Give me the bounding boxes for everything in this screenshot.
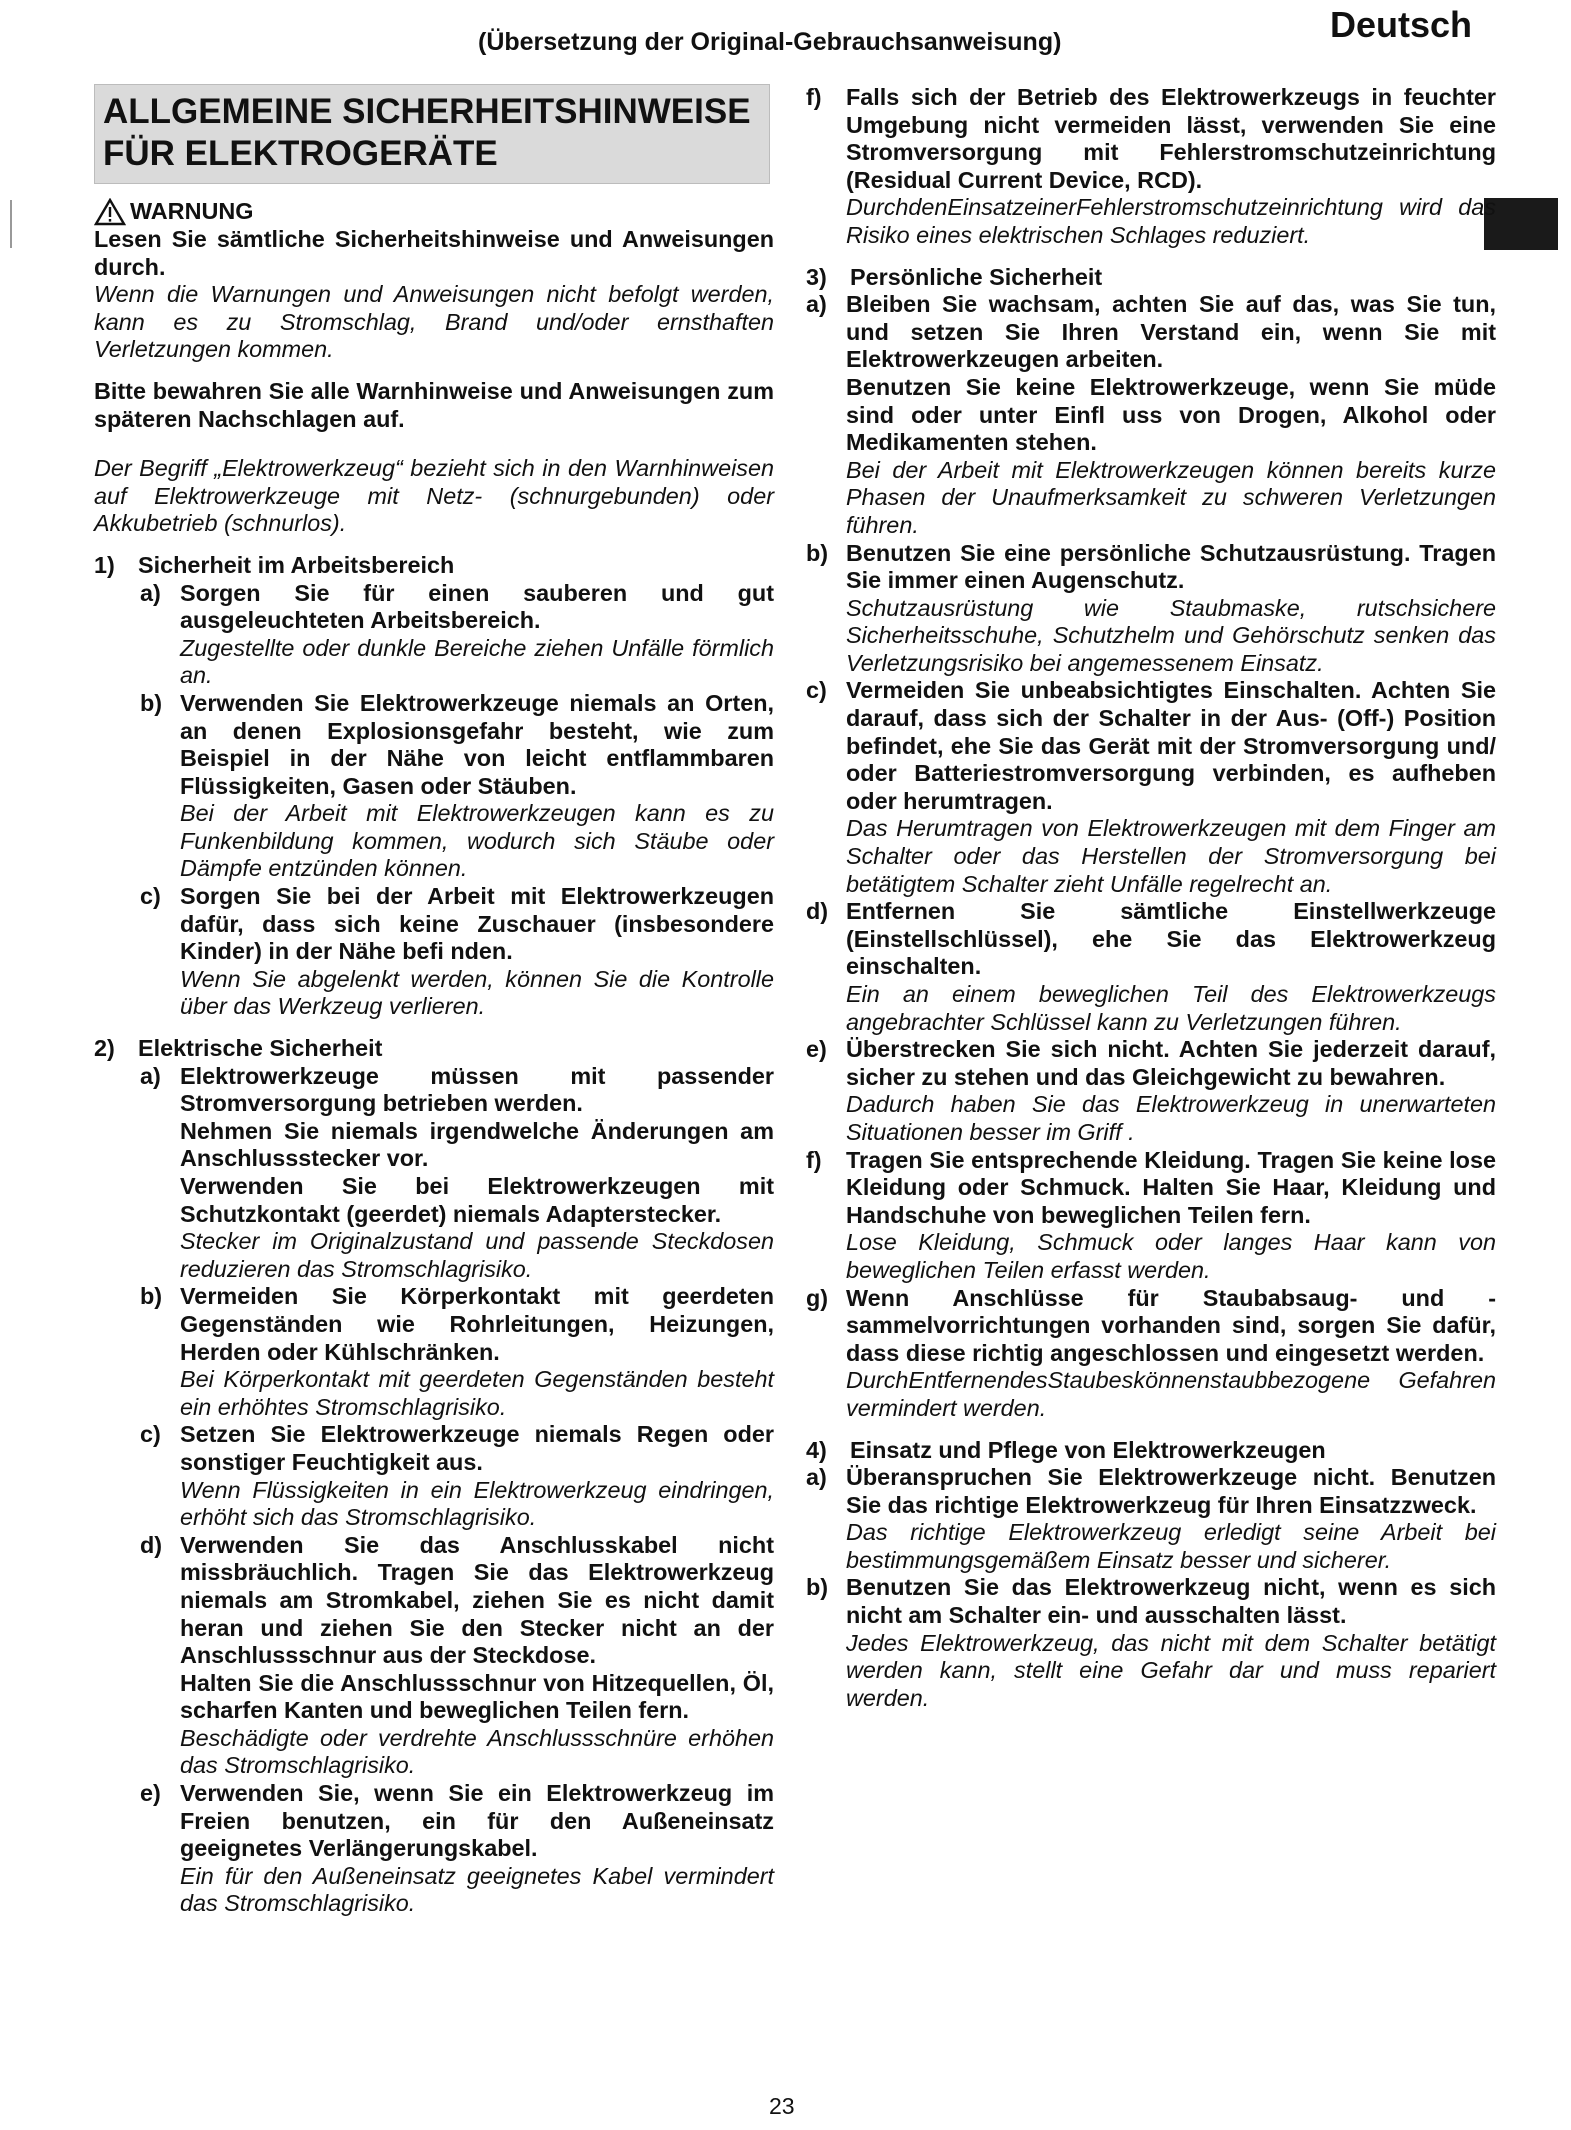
item-italic-text: Ein an einem beweglichen Teil des Elektrowerkzeugs angebrachter Schlüssel kann zu Verletzungen führen. — [846, 981, 1496, 1035]
list-item — [806, 1285, 1496, 1423]
list-item — [806, 540, 1496, 678]
item-italic-text: Jedes Elektrowerkzeug, das nicht mit dem Schalter betätigt werden kann, stellt eine Gefahr dar und muss repariert werden. — [846, 1629, 1496, 1711]
item-bold-text: Verwenden Sie das Anschlusskabel nicht missbräuchlich. Tragen Sie das Elektrowerkzeug niemals am Stromkabel, ziehen Sie es nicht damit heran und ziehen Sie den Stecker nicht an der Anschlussschnur aus der Steckdose. — [180, 1531, 774, 1669]
item-bold-text: Wenn Anschlüsse für Staubabsaug- und -sammelvorrichtungen vorhanden sind, sorgen Sie dafür, dass diese richtig angeschlossen und eingesetzt werden. — [846, 1284, 1496, 1366]
item-italic-text: Schutzausrüstung wie Staubmaske, rutschsichere Sicherheitsschuhe, Schutzhelm und Gehörschutz senken das Verletzungsrisiko bei angemessenem Einsatz. — [846, 594, 1496, 676]
item-italic-text: Zugestellte oder dunkle Bereiche ziehen Unfälle förmlich an. — [180, 634, 774, 689]
list-item — [140, 883, 774, 1021]
list-item — [140, 1063, 774, 1284]
item-bold-text: Nehmen Sie niemals irgendwelche Änderungen am Anschlussstecker vor. — [180, 1117, 774, 1172]
item-marker: c) — [140, 883, 161, 910]
item-bold-text: Vermeiden Sie Körperkontakt mit geerdeten Gegenständen wie Rohrleitungen, Heizungen, Herden oder Kühlschränken. — [180, 1283, 774, 1365]
list-item — [806, 1036, 1496, 1146]
list-item — [140, 1421, 774, 1531]
item-italic-text: DurchEntfernendesStaubeskönnenstaubbezogene Gefahren vermindert werden. — [846, 1367, 1496, 1421]
section-title: Elektrische Sicherheit — [138, 1035, 383, 1062]
item-italic-text: Lose Kleidung, Schmuck oder langes Haar kann von beweglichen Teilen erfasst werden. — [846, 1229, 1496, 1283]
language-label: Deutsch — [1330, 4, 1473, 45]
list-item — [140, 1780, 774, 1918]
item-italic-text: Bei der Arbeit mit Elektrowerkzeugen können bereits kurze Phasen der Unaufmerksamkeit zu schweren Verletzungen führen. — [846, 456, 1496, 538]
section-3-heading — [806, 264, 1496, 292]
item-marker: a) — [140, 579, 161, 606]
section-number: 4) — [806, 1436, 827, 1463]
list-item — [806, 291, 1496, 539]
item-marker: e) — [806, 1036, 827, 1063]
section-title: Einsatz und Pflege von Elektrowerkzeugen — [850, 1436, 1326, 1463]
section-title: Sicherheit im Arbeitsbereich — [138, 551, 455, 578]
item-bold-text: Überanspruchen Sie Elektrowerkzeuge nicht. Benutzen Sie das richtige Elektrowerkzeug für Ihren Einsatzzweck. — [846, 1464, 1496, 1518]
section-2-heading — [94, 1035, 774, 1063]
item-marker: f) — [806, 84, 822, 110]
item-italic-text: DurchdenEinsatzeinerFehlerstromschutzeinrichtung wird das Risiko eines elektrischen Schlages reduziert. — [846, 194, 1496, 248]
left-column — [94, 84, 774, 1918]
warning-triangle-icon — [94, 198, 126, 226]
item-marker: a) — [806, 1464, 827, 1491]
item-bold-text: Benutzen Sie keine Elektrowerkzeuge, wenn Sie müde sind oder unter Einfl uss von Drogen, Alkohol oder Medikamenten stehen. — [846, 373, 1496, 456]
item-italic-text: Beschädigte oder verdrehte Anschlussschnüre erhöhen das Stromschlagrisiko. — [180, 1724, 774, 1779]
page-title: ALLGEMEINE SICHERHEITSHINWEISE FÜR ELEKTROGERÄTE — [94, 84, 770, 184]
section-number: 1) — [94, 551, 115, 578]
item-marker: a) — [140, 1062, 161, 1089]
section-number: 3) — [806, 263, 827, 290]
item-italic-text: Ein für den Außeneinsatz geeignetes Kabel vermindert das Stromschlagrisiko. — [180, 1862, 774, 1917]
item-marker: d) — [140, 1531, 163, 1558]
item-bold-text: Benutzen Sie das Elektrowerkzeug nicht, wenn es sich nicht am Schalter ein- und ausschalten lässt. — [846, 1574, 1496, 1629]
section-number: 2) — [94, 1035, 115, 1062]
item-marker: c) — [140, 1421, 161, 1448]
item-bold-text: Verwenden Sie Elektrowerkzeuge niemals an Orten, an denen Explosionsgefahr besteht, wie zum Beispiel in der Nähe von leicht entflammbaren Flüssigkeiten, Gasen oder Stäuben. — [180, 689, 774, 799]
list-item — [806, 84, 1496, 250]
item-bold-text: Verwenden Sie, wenn Sie ein Elektrowerkzeug im Freien benutzen, ein für den Außeneinsatz geeignetes Verlängerungskabel. — [180, 1780, 774, 1862]
warning-heading — [94, 198, 774, 226]
item-italic-text: Wenn Sie abgelenkt werden, können Sie die Kontrolle über das Werkzeug verlieren. — [180, 965, 774, 1020]
warning-bold-text: Lesen Sie sämtliche Sicherheitshinweise und Anweisungen durch. — [94, 226, 774, 280]
section-title: Persönliche Sicherheit — [850, 263, 1103, 290]
item-bold-text: Sorgen Sie für einen sauberen und gut ausgeleuchteten Arbeitsbereich. — [180, 579, 774, 634]
margin-line — [10, 200, 12, 248]
item-italic-text: Bei Körperkontakt mit geerdeten Gegenständen besteht ein erhöhtes Stromschlagrisiko. — [180, 1366, 774, 1420]
list-item — [140, 690, 774, 883]
list-item — [140, 1283, 774, 1421]
page-number: 23 — [769, 2093, 795, 2119]
list-item — [806, 1574, 1496, 1712]
item-marker: b) — [806, 539, 829, 566]
item-bold-text: Setzen Sie Elektrowerkzeuge niemals Regen oder sonstiger Feuchtigkeit aus. — [180, 1421, 774, 1475]
section-1-heading — [94, 552, 774, 580]
item-marker: g) — [806, 1284, 829, 1311]
item-bold-text: Falls sich der Betrieb des Elektrowerkzeugs in feuchter Umgebung nicht vermeiden lässt, verwenden Sie eine Stromversorgung mit Fehlerstromschutzeinrichtung (Residual Current Device, RCD). — [846, 84, 1496, 193]
item-italic-text: Dadurch haben Sie das Elektrowerkzeug in unerwarteten Situationen besser im Griff . — [846, 1091, 1496, 1145]
item-marker: c) — [806, 677, 827, 704]
list-item — [140, 1532, 774, 1780]
item-bold-text: Bleiben Sie wachsam, achten Sie auf das, was Sie tun, und setzen Sie Ihren Verstand ein, wenn Sie mit Elektrowerkzeugen arbeiten. — [846, 291, 1496, 373]
item-marker: d) — [806, 898, 829, 925]
warning-label: WARNUNG — [130, 198, 254, 225]
keep-instructions-note: Bitte bewahren Sie alle Warnhinweise und Anweisungen zum späteren Nachschlagen auf. — [94, 377, 774, 432]
list-item — [806, 898, 1496, 1036]
item-bold-text: Halten Sie die Anschlussschnur von Hitzequellen, Öl, scharfen Kanten und beweglichen Teilen fern. — [180, 1669, 774, 1724]
right-column — [806, 84, 1496, 1712]
term-definition-note: Der Begriff „Elektrowerkzeug“ bezieht sich in den Warnhinweisen auf Elektrowerkzeuge mit Netz- (schnurgebunden) oder Akkubetrieb (schnurlos). — [94, 455, 774, 537]
item-marker: b) — [140, 689, 163, 716]
item-italic-text: Stecker im Originalzustand und passende Steckdosen reduzieren das Stromschlagrisiko. — [180, 1228, 774, 1282]
item-bold-text: Vermeiden Sie unbeabsichtigtes Einschalten. Achten Sie darauf, dass sich der Schalter in der Aus- (Off-) Position befindet, ehe Sie das Gerät mit der Stromversorgung und/ oder Batteriestromversorgung verbinden, es aufheben oder herumtragen. — [846, 677, 1496, 814]
item-italic-text: Wenn Flüssigkeiten in ein Elektrowerkzeug eindringen, erhöht sich das Stromschlagrisiko. — [180, 1476, 774, 1531]
item-marker: f) — [806, 1146, 822, 1173]
item-marker: b) — [806, 1574, 829, 1601]
section-4-heading — [806, 1437, 1496, 1465]
list-item — [140, 580, 774, 690]
item-marker: b) — [140, 1283, 163, 1310]
item-marker: e) — [140, 1780, 161, 1807]
item-marker: a) — [806, 291, 827, 318]
item-bold-text: Tragen Sie entsprechende Kleidung. Tragen Sie keine lose Kleidung oder Schmuck. Halten Sie Haar, Kleidung und Handschuhe von beweglichen Teilen fern. — [846, 1146, 1496, 1228]
item-bold-text: Sorgen Sie bei der Arbeit mit Elektrowerkzeugen dafür, dass sich keine Zuschauer (insbesondere Kinder) in der Nähe befi nden. — [180, 883, 774, 965]
item-bold-text: Entfernen Sie sämtliche Einstellwerkzeuge (Einstellschlüssel), ehe Sie das Elektrowerkzeug einschalten. — [846, 898, 1496, 980]
list-item — [806, 1147, 1496, 1285]
item-italic-text: Bei der Arbeit mit Elektrowerkzeugen kann es zu Funkenbildung kommen, wodurch sich Stäube oder Dämpfe entzünden können. — [180, 800, 774, 882]
item-bold-text: Überstrecken Sie sich nicht. Achten Sie jederzeit darauf, sicher zu stehen und das Gleichgewicht zu bewahren. — [846, 1036, 1496, 1090]
list-item — [806, 1464, 1496, 1574]
warning-italic-text: Wenn die Warnungen und Anweisungen nicht befolgt werden, kann es zu Stromschlag, Brand und/oder ernsthaften Verletzungen kommen. — [94, 281, 774, 363]
item-italic-text: Das richtige Elektrowerkzeug erledigt seine Arbeit bei bestimmungsgemäßem Einsatz besser und sicherer. — [846, 1519, 1496, 1573]
item-bold-text: Elektrowerkzeuge müssen mit passender Stromversorgung betrieben werden. — [180, 1062, 774, 1117]
item-bold-text: Verwenden Sie bei Elektrowerkzeugen mit Schutzkontakt (geerdet) niemals Adapterstecker. — [180, 1173, 774, 1227]
item-bold-text: Benutzen Sie eine persönliche Schutzausrüstung. Tragen Sie immer einen Augenschutz. — [846, 539, 1496, 594]
document-subtitle: (Übersetzung der Original-Gebrauchsanweisung) — [478, 28, 1062, 56]
item-italic-text: Das Herumtragen von Elektrowerkzeugen mit dem Finger am Schalter oder das Herstellen der Stromversorgung bei betätigtem Schalter zieht Unfälle regelrecht an. — [846, 815, 1496, 897]
list-item — [806, 677, 1496, 898]
